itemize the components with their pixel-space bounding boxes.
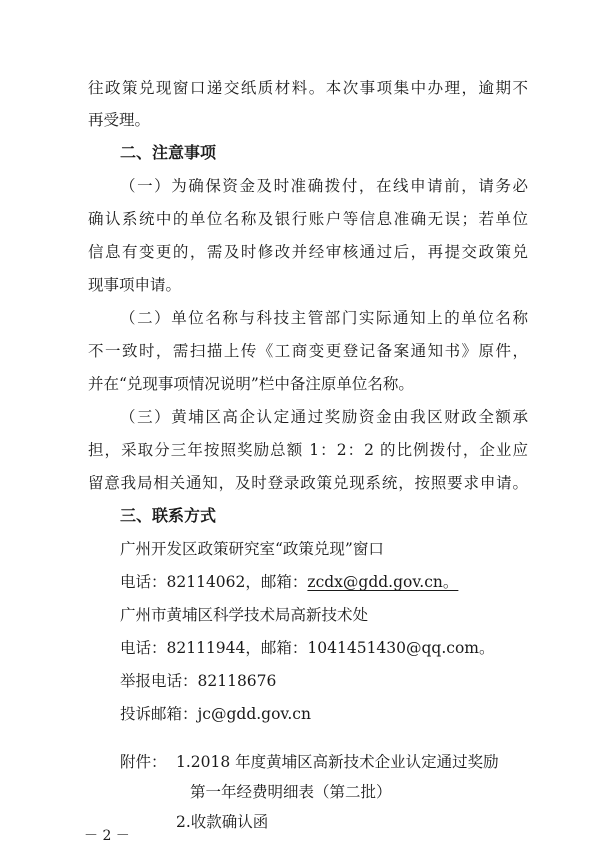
attachment-label: 附件： (120, 753, 167, 771)
body-line: （一）为确保资金及时准确拨付，在线申请前，请务必 (120, 177, 528, 195)
body-line: 并在“兑现事项情况说明”栏中备注原单位名称。 (88, 375, 414, 393)
attachment-item-2: 2.收款确认函 (176, 813, 269, 831)
body-line: 确认系统中的单位名称及银行账户等信息准确无误；若单位 (88, 210, 528, 228)
report-phone: 举报电话：82118676 (120, 672, 277, 690)
contact-phone-text: 电话：82114062，邮箱： (120, 573, 308, 591)
body-line: （二）单位名称与科技主管部门实际通知上的单位名称 (120, 309, 528, 327)
contact-office-line (120, 572, 560, 592)
section-heading-notes: 二、注意事项 (120, 143, 217, 162)
contact-bureau-name: 广州市黄埔区科学技术局高新技术处 (120, 606, 369, 624)
contact-office-name: 广州开发区政策研究室“政策兑现”窗口 (120, 540, 384, 558)
body-line: 不一致时，需扫描上传《工商变更登记备案通知书》原件， (88, 342, 528, 360)
contact-email-link[interactable]: zcdx@gdd.gov.cn。 (307, 573, 459, 591)
attachment-item-1-cont: 第一年经费明细表（第二批） (190, 783, 392, 801)
section-heading-contacts: 三、联系方式 (120, 506, 217, 525)
body-line: （三）黄埔区高企认定通过奖励资金由我区财政全额承 (120, 408, 528, 426)
body-line: 往政策兑现窗口递交纸质材料。本次事项集中办理，逾期不 (88, 79, 528, 97)
body-line: 担，采取分三年按照奖励总额 1：2：2 的比例拨付，企业应 (88, 441, 528, 459)
body-line: 留意我局相关通知，及时登录政策兑现系统，按照要求申请。 (88, 474, 528, 492)
contact-bureau-line: 电话：82111944，邮箱：1041451430@qq.com。 (120, 639, 495, 657)
body-line: 现事项申请。 (88, 276, 182, 294)
complaint-email: 投诉邮箱：jc@gdd.gov.cn (120, 705, 311, 723)
body-line: 信息有变更的，需及时修改并经审核通过后，再提交政策兑 (88, 243, 528, 261)
page-number: － 2 － (84, 828, 130, 844)
attachment-item-1: 1.2018 年度黄埔区高新技术企业认定通过奖励 (176, 753, 499, 771)
body-line: 再受理。 (88, 111, 151, 129)
